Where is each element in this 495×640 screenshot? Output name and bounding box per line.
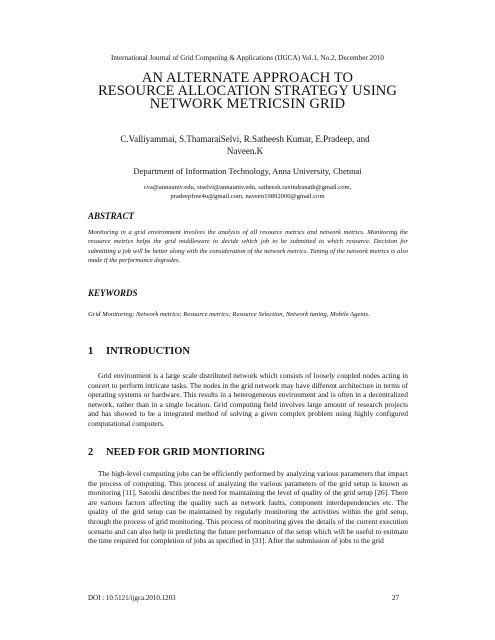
affiliation: Department of Information Technology, Anna University, Chennai	[133, 166, 362, 176]
section-title: INTRODUCTION	[106, 346, 191, 357]
title-line-1: AN ALTERNATE APPROACH TO	[141, 70, 354, 86]
author-emails	[0, 183, 495, 201]
title-line-2: RESOURCE ALLOCATION STRATEGY USING	[98, 83, 397, 99]
abstract-text: Monitoring in a grid environment involves the analysis of all resource metrics and network metrics. Monitoring the resource metrics helps the grid middleware to decide which job to be submitted to which resource. Decision for submitting a job will be better along with the consideration of the network metrics. Tuning of the network metrics is also made if the performance degrades.	[88, 229, 408, 265]
emails-line-2: pradeepfree4u@gmail.com, naveen19892000@gmail.com	[170, 193, 325, 200]
section-heading-introduction	[88, 346, 190, 357]
section-heading-grid-monitoring	[88, 447, 265, 458]
emails-line-1: cva@annauniv.edu, stselvi@annauniv.edu, satheesh.ravindranath@gmail.com,	[143, 184, 352, 191]
abstract-heading: ABSTRACT	[88, 211, 135, 221]
grid-monitoring-paragraph: The high-level computing jobs can be efficiently performed by analyzing various parameters that impact the process of computing. This process of analyzing the various parameters of the grid setup is known as monitoring [11]. Satoshi describes the need for maintaining the level of quality of the grid setup [26]. There are various factors affecting the quality such as network faults, component interdependencies etc. The quality of the grid setup can be maintained by regularly monitoring the activities within the grid setup, through the process of grid monitoring. This process of monitoring gives the details of the current execution scenario and can also help in predicting the future performance of the setup which will be useful to estimate the time required for completion of jobs as specified in [31]. After the submission of jobs to the grid	[88, 469, 408, 546]
journal-header: International Journal of Grid Computing & Applications (IJGCA) Vol.1, No.2, December 2010	[110, 54, 385, 62]
doi: DOI : 10.5121/ijgca.2010.1203	[88, 594, 176, 602]
title-line-3: NETWORK METRICSIN GRID	[149, 96, 346, 112]
introduction-paragraph: Grid environment is a large scale distributed network which consists of loosely coupled nodes acting in concert to perform intricate tasks. The nodes in the grid network may have different architecture in terms of operating systems or hardware. This results in a heterogeneous environment and is often in a decentralized network, rather than in a single location. Grid computing field involves large amount of research projects and has showed to be a integrated method of solving a given complex problem using highly configured computational computers.	[88, 371, 408, 428]
authors-line-2: Naveen.K	[226, 146, 264, 156]
section-title: NEED FOR GRID MONTIORING	[106, 447, 265, 458]
paper-title	[60, 72, 435, 111]
section-number: 2	[88, 447, 94, 458]
section-number: 1	[88, 346, 94, 357]
keywords-text: Grid Monitoring; Network metrics; Resource metrics; Resource Selection, Network tuning, Mobile Agents.	[88, 311, 370, 318]
keywords-heading: KEYWORDS	[88, 288, 138, 298]
author-list	[95, 133, 395, 157]
page-number: 27	[392, 594, 399, 602]
authors-line-1: C.Valliyammai, S.ThamaraiSelvi, R.Satheesh Kumar, E.Pradeep, and	[120, 134, 370, 144]
